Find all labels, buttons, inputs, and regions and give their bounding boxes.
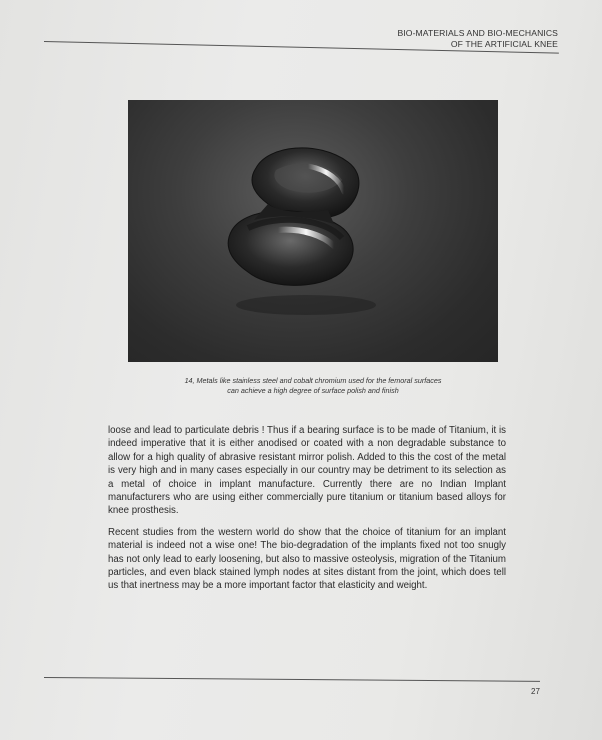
header-line-1: BIO-MATERIALS AND BIO-MECHANICS [397,28,558,38]
femoral-component-illustration [128,100,498,362]
paragraph-1: loose and lead to particulate debris ! Thus if a bearing surface is to be made of Titanium, it is indeed imperative that it is either anodised or coated with a non degradable substance to allow for a high quality of abrasive resistant mirror polish. Added to this the cost of the metal is very high and in many cases especially in our country may be detriment to its selection as a metal of choice in implant manufacture. Currently there are no Indian Implant manufacturers who are using either commercially pure titanium or titanium based alloys for knee prosthesis. [108,425,506,517]
figure-caption [128,376,498,396]
footer-rule [44,677,540,682]
body-text [108,424,506,601]
header-line-2: OF THE ARTIFICIAL KNEE [450,39,558,49]
page-number: 27 [531,687,540,696]
femoral-component-photo [128,100,498,362]
caption-line-1: 14, Metals like stainless steel and cobalt chromium used for the femoral surfaces [184,376,442,385]
caption-line-2: can achieve a high degree of surface polish and finish [227,386,399,395]
paragraph-2: Recent studies from the western world do show that the choice of titanium for an implant material is indeed not a wise one! The bio-degradation of the implants fixed not too snugly has not only lead to early loosening, but also to massive osteolysis, migration of the Titanium particles, and even black stained lymph nodes at sites distant from the joint, which does tell us that inertness may be a more important factor that elasticity and weight. [108,526,506,592]
running-header [397,28,558,50]
